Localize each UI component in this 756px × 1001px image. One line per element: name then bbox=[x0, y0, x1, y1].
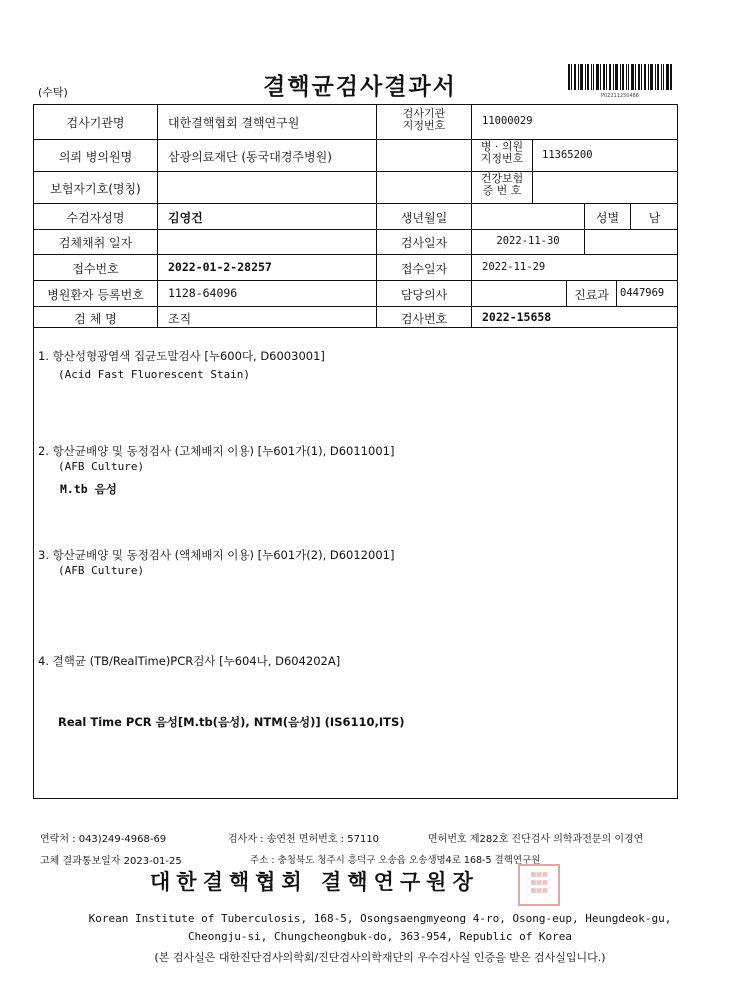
english-address-line-2: Cheongju-si, Chungcheongbuk-do, 363-954, Republic of Korea bbox=[187, 930, 573, 943]
test-2-title: 2. 항산균배양 및 동정검사 (고체배지 이용) [누601가(1), D6011001] bbox=[38, 444, 395, 458]
test-no-label: 검사번호 bbox=[400, 312, 448, 326]
license-info: 면허번호 제282호 진단검사 의학과전문의 이경연 bbox=[428, 834, 644, 845]
doctor-label: 담당의사 bbox=[400, 288, 448, 302]
examiner-info: 검사자 : 송연천 면허번호 : 57110 bbox=[228, 834, 380, 845]
document-title: 결핵균검사결과서 bbox=[263, 73, 457, 100]
test-date-value: 2022-11-30 bbox=[496, 235, 560, 247]
test-2-result: M.tb 음성 bbox=[60, 482, 117, 496]
barcode-number: P02211250486 bbox=[600, 93, 639, 99]
req-value: 삼광의료재단 (동국대경주병원) bbox=[168, 150, 332, 164]
reg-value: 1128-64096 bbox=[168, 286, 238, 300]
test-4-title: 4. 결핵균 (TB/RealTime)PCR검사 [누604나, D604202A] bbox=[38, 654, 341, 668]
test-3-title: 3. 항산균배양 및 동정검사 (액체배지 이용) [누601가(2), D6012001] bbox=[38, 548, 395, 562]
test-4-result: Real Time PCR 음성[M.tb(음성), NTM(음성)] (IS6110,ITS) bbox=[58, 715, 405, 729]
test-no-value: 2022-15658 bbox=[482, 310, 552, 324]
clinic-no-value: 11365200 bbox=[542, 149, 593, 161]
patient-value: 김영건 bbox=[168, 211, 203, 225]
accession-value: 2022-01-2-28257 bbox=[168, 260, 272, 274]
collect-label: 검체채취 일자 bbox=[58, 236, 133, 250]
insured-label: 보험자기호(명칭) bbox=[50, 182, 141, 196]
specimen-value: 조직 bbox=[168, 312, 192, 326]
official-seal-icon: ▦▦▦ ▦▦▦ ▦▦▦ bbox=[518, 864, 560, 906]
barcode-icon bbox=[568, 64, 672, 90]
contact-info: 연락처 : 043)249-4968-69 bbox=[40, 834, 167, 845]
dob-label: 생년월일 bbox=[400, 211, 448, 225]
sex-value: 남 bbox=[648, 211, 661, 225]
dept-value: 0447969 bbox=[620, 287, 665, 299]
test-3-subtitle: (AFB Culture) bbox=[58, 564, 145, 577]
test-1-title: 1. 항산성형광염색 집균도말검사 [누600다, D6003001] bbox=[38, 349, 325, 363]
receipt-date-label: 접수일자 bbox=[400, 262, 448, 276]
test-date-label: 검사일자 bbox=[400, 236, 448, 250]
req-label: 의뢰 병의원명 bbox=[58, 150, 133, 164]
inst-no-value: 11000029 bbox=[482, 115, 533, 127]
english-address-line-1: Korean Institute of Tuberculosis, 168-5, Osongsaengmyeong 4-ro, Osong-eup, Heungdeok-gu, bbox=[88, 912, 672, 925]
accession-label: 접수번호 bbox=[72, 262, 119, 276]
address: 주소 : 충청북도 청주시 흥덕구 오송읍 오송생명4로 168-5 결핵연구원 bbox=[250, 855, 541, 866]
inst-value: 대한결핵협회 결핵연구원 bbox=[168, 116, 300, 130]
sex-label: 성별 bbox=[595, 211, 620, 225]
clinic-no-label: 병 · 의원 지정번호 bbox=[480, 140, 524, 165]
receipt-label: (수탁) bbox=[38, 86, 68, 99]
test-1-subtitle: (Acid Fast Fluorescent Stain) bbox=[58, 368, 251, 381]
dept-label: 진료과 bbox=[574, 288, 609, 302]
inst-label: 검사기관명 bbox=[66, 116, 125, 130]
reg-label: 병원환자 등록번호 bbox=[47, 288, 144, 302]
specimen-label: 검 체 명 bbox=[74, 312, 117, 326]
organization-name: 대한결핵협회 결핵연구원장 bbox=[150, 869, 479, 894]
patient-label: 수검자성명 bbox=[66, 211, 125, 225]
receipt-date-value: 2022-11-29 bbox=[482, 261, 546, 273]
report-date: 고체 결과통보일자 2023-01-25 bbox=[40, 856, 182, 867]
health-ins-label: 건강보험 증 번 호 bbox=[480, 172, 524, 197]
inst-no-label: 검사기관 지정번호 bbox=[402, 107, 446, 132]
certification-note: (본 검사실은 대한진단검사의학회/진단검사의학재단의 우수검사실 인증을 받은 검사실입니다.) bbox=[154, 951, 606, 964]
test-2-subtitle: (AFB Culture) bbox=[58, 460, 145, 473]
